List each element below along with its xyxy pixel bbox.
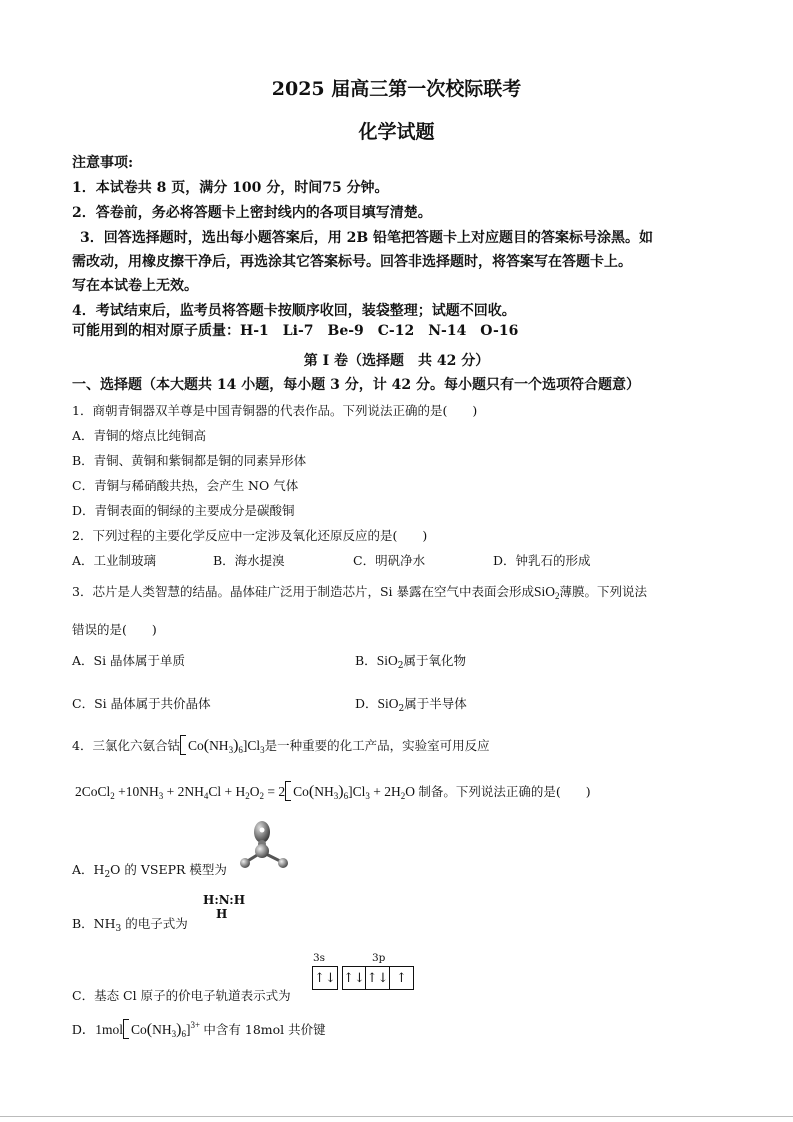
q1-option-a: A．青铜的熔点比纯铜高 xyxy=(72,428,207,443)
eq-nh4: + 2NH xyxy=(163,784,204,799)
q3-option-b-pre: B． xyxy=(355,653,377,668)
atomic-mass-line: 可能用到的相对原子质量：H-1 Li-7 Be-9 C-12 N-14 O-16 xyxy=(72,323,519,339)
q3-stem-a: 3．芯片是人类智慧的结晶。晶体硅广泛用于制造芯片，Si 暴露在空气中表面会形成 xyxy=(72,584,534,599)
lewis-bottom-row: H xyxy=(216,907,228,921)
q4-equation: 2CoCl$_2$ $+10NH_3 + 2NH_4Cl + H_2O_2 = 2$ $Co(NH_3)_6]Cl_3 + 2H_2O$ 制备。下列说法正确的是( ) xyxy=(75,783,591,801)
q3-option-d xyxy=(355,694,467,712)
q4-stem-post: 是一种重要的化工产品，实验室可用反应 xyxy=(264,738,490,753)
q1-option-d: D．青铜表面的铜绿的主要成分是碳酸铜 xyxy=(72,503,295,518)
eq-sub-i: 2 xyxy=(400,791,406,801)
q3-option-c: C．Si 晶体属于共价晶体 xyxy=(72,696,211,711)
q3-sio2-base: SiO xyxy=(534,584,556,599)
section-heading: 一、选择题（本大题共 14 小题，每小题 3 分，计 42 分。每小题只有一个选项符合题意） xyxy=(72,377,640,393)
q3-option-b-sub: 2 xyxy=(397,661,404,671)
q2-option-d: D．钟乳石的形成 xyxy=(493,553,591,568)
q2-option-b: B．海水提溴 xyxy=(213,553,285,568)
q3-option-d-formula: SiO xyxy=(377,696,399,711)
eq-sub-b: 3 xyxy=(158,791,164,801)
eq-sub-e: 2 xyxy=(259,791,265,801)
q4-option-b-pre: B．NH xyxy=(72,916,116,931)
eq-cocl: 2CoCl xyxy=(75,784,111,799)
eq-h2o: + 2H xyxy=(369,784,401,799)
eq-sub-d: 2 xyxy=(245,791,250,801)
q4-equation-tail: 制备。下列说法正确的是( ) xyxy=(418,784,591,799)
note-item-3-cont: 需改动，用橡皮擦干净后，再选涂其它答案标号。回答非选择题时，将答案写在答题卡上。 xyxy=(72,254,632,270)
q4-option-d-nh: NH xyxy=(152,1022,172,1037)
eq-sub-h: 3 xyxy=(365,791,370,801)
q4-complex-sub3b: 3 xyxy=(260,745,265,755)
q4-option-a-sub: 2 xyxy=(104,870,111,880)
q3-option-b-formula: SiO xyxy=(376,653,398,668)
exam-subject: 化学试题 xyxy=(358,121,435,143)
eq-sub-a: 2 xyxy=(110,791,115,801)
q3-stem xyxy=(72,582,647,600)
q3-option-d-post: 属于半导体 xyxy=(404,696,467,711)
orbital-3s-box: ↑↓ xyxy=(312,966,338,990)
orbital-label-3s: 3s xyxy=(313,952,326,964)
orbital-label-3p: 3p xyxy=(372,952,386,964)
note-item-2: 2．答卷前，务必将答题卡上密封线内的各项目填写清楚。 xyxy=(72,205,432,221)
q4-option-d-co: Co xyxy=(131,1022,147,1037)
vsepr-model-icon xyxy=(236,818,292,872)
q4-stem-pre: 4．三氯化六氨合钴 xyxy=(72,738,180,753)
q3-stem-line2: 错误的是( ) xyxy=(72,622,157,637)
eq-equals: = 2 xyxy=(264,784,286,799)
q1-stem: 1．商朝青铜器双羊尊是中国青铜器的代表作品。下列说法正确的是( ) xyxy=(72,403,478,418)
orbital-3p-box-2: ↑↓ xyxy=(366,966,390,990)
q4-complex-sub6: 6 xyxy=(238,745,243,755)
notes-heading: 注意事项: xyxy=(72,155,134,171)
q4-option-b-post: 的电子式为 xyxy=(121,916,188,931)
q2-stem: 2．下列过程的主要化学反应中一定涉及氧化还原反应的是( ) xyxy=(72,528,428,543)
section-title: 第 I 卷（选择题 共 42 分） xyxy=(303,353,490,369)
eq-nh: NH xyxy=(314,784,334,799)
orbital-3p-box-3: ↑ xyxy=(390,966,414,990)
q4-option-d-post: 中含有 18mol 共价键 xyxy=(203,1022,326,1037)
eq-h2o2: Cl + H xyxy=(208,784,246,799)
q4-complex-co: Co xyxy=(187,738,204,753)
eq-sub-c: 4 xyxy=(203,791,209,801)
q2-option-c: C．明矾净水 xyxy=(353,553,426,568)
eq-nh3: +10NH xyxy=(114,784,159,799)
q4-option-a-post: O 的 VSEPR 模型为 xyxy=(110,862,227,877)
q4-option-c: C．基态 Cl 原子的价电子轨道表示式为 xyxy=(72,988,291,1003)
q4-option-d-pre: D．1mol xyxy=(72,1022,124,1037)
bracket-left-icon xyxy=(123,1019,129,1039)
q4-option-d-sub3: 3 xyxy=(171,1029,177,1039)
q4-stem xyxy=(72,735,490,755)
orbital-3p-box-1: ↑↓ xyxy=(342,966,366,990)
q4-option-d-charge: 3+ xyxy=(190,1020,201,1030)
eq-sub-g: 6 xyxy=(343,791,349,801)
q4-option-b xyxy=(72,914,188,932)
q4-option-a-pre: A．H xyxy=(72,862,105,877)
q3-option-d-pre: D． xyxy=(355,696,378,711)
q4-option-d-sub6: 6 xyxy=(181,1029,186,1039)
q3-sio2 xyxy=(534,584,560,599)
eq-sub-f: 3 xyxy=(333,791,339,801)
q3-option-b xyxy=(355,651,466,669)
q3-option-d-sub: 2 xyxy=(398,704,405,714)
lewis-structure xyxy=(203,893,245,921)
q3-stem-b: 薄膜。下列说法 xyxy=(559,584,648,599)
page-bottom-rule xyxy=(0,1116,793,1117)
q1-option-c: C．青铜与稀硝酸共热，会产生 NO 气体 xyxy=(72,478,299,493)
q4-complex-sub3: 3 xyxy=(228,745,234,755)
note-item-3-cont2: 写在本试卷上无效。 xyxy=(72,278,198,294)
eq-o2: O xyxy=(405,784,415,799)
q4-complex: $Co(NH_3)_6]Cl_3$ xyxy=(180,738,265,753)
bracket-left-icon xyxy=(180,735,186,755)
eq-cl: Cl xyxy=(352,784,366,799)
q4-option-d: D．1mol $Co(NH_3)_6]^{3+}$ 中含有 18mol 共价键 xyxy=(72,1020,326,1039)
eq-o: O xyxy=(249,784,260,799)
lewis-top-row: H:N:H xyxy=(203,893,246,907)
eq-co: Co xyxy=(293,784,309,799)
q4-option-b-sub: 3 xyxy=(115,924,122,934)
note-item-1: 1．本试卷共 8 页，满分 100 分，时间75 分钟。 xyxy=(72,180,389,196)
note-item-4: 4．考试结束后，监考员将答题卡按顺序收回，装袋整理；试题不回收。 xyxy=(72,303,516,319)
q3-option-b-post: 属于氧化物 xyxy=(403,653,466,668)
q3-sio2-sub: 2 xyxy=(555,591,560,601)
q3-option-a: A．Si 晶体属于单质 xyxy=(72,653,186,668)
note-item-3: 3．回答选择题时，选出每小题答案后，用 2B 铅笔把答题卡上对应题目的答案标号涂黑。如 xyxy=(80,230,654,246)
exam-title: 2025 届高三第一次校际联考 xyxy=(271,78,522,100)
q1-option-b: B．青铜、黄铜和紫铜都是铜的同素异形体 xyxy=(72,453,307,468)
orbital-diagram xyxy=(312,966,414,990)
q4-option-a xyxy=(72,860,227,878)
q4-complex-nh: NH xyxy=(209,738,229,753)
bracket-left-icon xyxy=(285,781,291,801)
q4-complex-cl: Cl xyxy=(247,738,261,753)
q2-option-a: A．工业制玻璃 xyxy=(72,553,157,568)
